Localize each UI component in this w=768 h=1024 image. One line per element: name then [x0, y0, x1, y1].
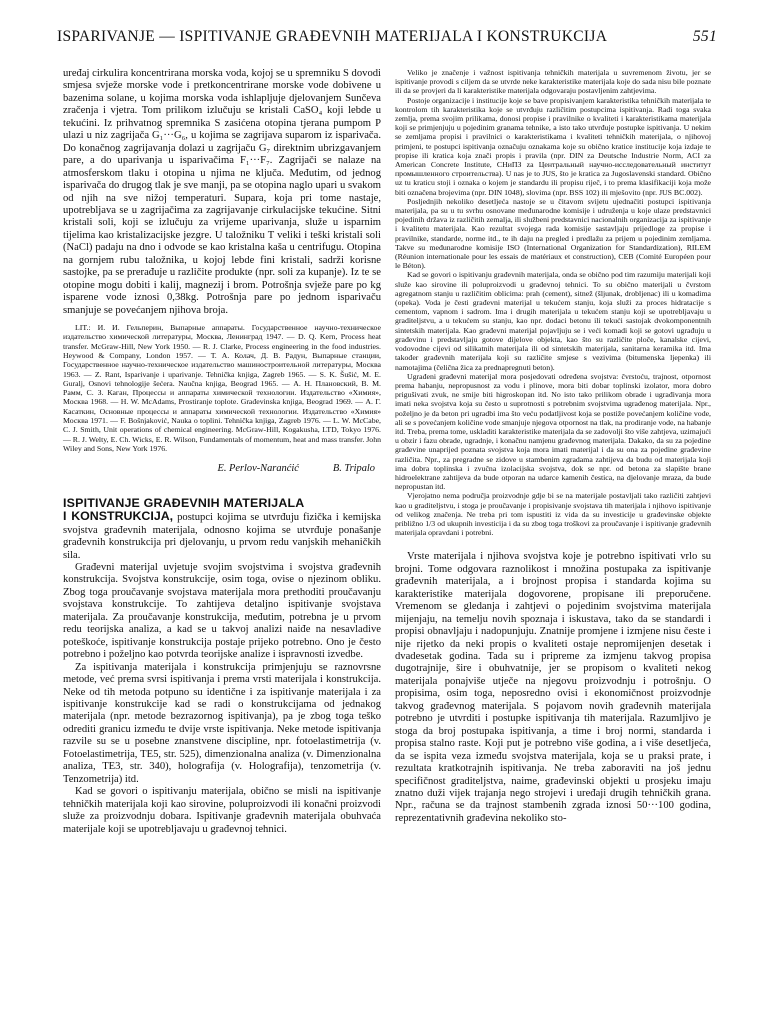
small-paragraph-3: Posljednjih nekoliko desetljeća nastoje se u čitavom svijetu ujednačiti postupci ispitivanja materijala, pa su u tu svrhu osnovane međunarodne komisije i udruženja u koje ulaze predstavnici pojedinih država iz različitih zemalja, ili službeni predstavnici nacionalnih organizacija za ispitivanje i kvalitetu materijala. Kao rezultat svojega rada komisije sastavljaju prijedloge za propise i pravilnike, standarde, norme itd., te ih daju na pregled i predlažu za prijem u pojedinim zemljama. Takve su međunarodne komisije ISO (International Organization for Standardization), RILEM (Réunion internationale pour les essais de matériaux et construction), CEB (Comité Européen pour le Béton).: [395, 196, 711, 271]
paragraph-testing-methods: Za ispitivanja materijala i konstrukcija primjenjuju se raznovrsne metode, već prema svrsi ispitivanja i prema vrsti materijala i konstrukcija. Neke od tih metoda potpuno su identične i za ispitivanje materijala i za ispitivanje konstrukcije kad se radi o konstrukcijama od jednakog materijala (npr. metode bezrazornog ispitivanja), pa je zbog toga teško odrediti granicu između te dvije vrste ispitivanja. Neke metode ispitivanja razvile su se u posebne znanstvene discipline, npr. fotoelastimetrija (v. Fotoelastimetrija, TE5, str. 525), dimenzionalna analiza (v. Dimenzionalna analiza, TE3, str. 340), holografija (v. Holografija), tenzometrija (v. Tenzometrija) itd.: [63, 661, 381, 785]
small-paragraph-2: Postoje organizacije i institucije koje se bave propisivanjem karakteristika tehničkih materijala te kontrolom tih karakteristika koje se utvrđuju različitim postupcima ispitivanja. Radi toga svaka zemlja, prema svojim prilikama, donosi propise i pravilnike o kvaliteti i karakteristikama materijala koji se primjenjuju u pojedinim granama tehnike, a isto tako utvrđuje postupke ispitivanja. U nekim se zemljama propisi i pravilnici o karakteristikama i kvaliteti tehničkih materijala, o njihovoj primjeni, te postupci ispitivanja označuju oznakama koje su obično kratice institucije koja izdaje te propise ili kratica koja znači propis i pravila (npr. DIN za Deutsche Industrie Norm, ACI za American Concrete Institute, СНиПЗ za Центральный научно-исследовательный институт промышленного строительства). U nas je to JUS, što je kratica za Jugoslavenski standard. Obično uz tu kraticu stoji i oznaka o kojem je standardu ili propisu riječ, i to prema klasifikaciji koja može biti označena brojevima (npr. DIN 1048), slovima (npr. BSS 102) ili mješovito (npr. JUS BC.002).: [395, 95, 711, 197]
small-paragraph-1: Veliko je značenje i važnost ispitivanja tehničkih materijala u suvremenom životu, jer se ispitivanje provodi s ciljem da se utvrde neke karakteristike materijala koje do sada nisu bile poznate ili da se provjeri da li karakteristike materijala odgovaraju postavljenim zahtjevima.: [395, 68, 711, 96]
literature-list: LIT.: И. И. Гельперин, Выпарные аппараты. Государственное научно-техническое издательство химической литературы, Москва, Ленинград 1947. — D. Q. Kern, Process heat transfer. McGraw-Hill, New York 1950. — R. J. Clarke, Process engineering in the food industries. Heywood & Company, London 1957. — Т. А. Колач, Д. В. Радун, Выпарные станции, Государственное научно-техническое издательство машиностроительной литературы, Москва 1963. — Z. Rant, Isparivanje i uparivanje. Tehnička knjiga, Zagreb 1965. — S. K. Šušić, M. E. Guralj, Osnovi tehnologije šećera. Naučna knjiga, Beograd 1965. — А. Н. Плановский, В. М. Рамм, С. З. Каган, Процессы и аппараты химической технологии. Издательство «Химия», Москва 1968. — H. W. McAdams, Prostiranje toplote. Građevinska knjiga, Beograd 1969. — А. Г. Касаткин, Основные процессы и аппараты химической технологии. Издательство «Химия» Москва 1971. — F. Bošnjaković, Nauka o toplini. Tehnička knjiga, Zagreb 1976. — L. W. McCabe, C. J. Smith, Unit operations of chemical engineering. McGraw-Hill, Kogakusha, LTD, Tokyo 1976. — R. J. Welty, E. Ch. Wicks, E. R. Wilson, Fundamentals of momentum, heat and mass transfer. John Wiley and Sons, New York 1976.: [63, 323, 381, 453]
small-paragraph-4: Kad se govori o ispitivanju građevnih materijala, onda se obično pod tim razumiju materijali koji služe kao sirovine ili poluproizvodi u građevnoj tehnici. To su obično materijali u čvrstom agregatnom stanju u različitim oblicima: prah (cement), sitnež (šljunak, drobljenac) ili u komadima (opeka). Voda je česti građevni materijal u tekućem stanju, koja služi za proces hidratacije s cementom, vapnom i sadrom. Ima i drugih materijala u tekućem stanju koji se upotrebljavaju u graditeljstvu, a u tekućem su stanju, kao npr. dodaci betonu ili tekući sastojak dvokomponentnih sintetskih materijala. Kao građevni materijal pojavljuju se i veći komadi koji se gotovi ugrađuju u građevinu i predstavljaju gotove dijelove objekta, kao što su različite ploče, kanalske cijevi, vodovodne cijevi od silikatnih materijala ili od sintetskih materijala, sanitarna keramika itd. Ima također građevnih materijala koji su različite smjese s vezivima (bitumenska ljepenka) ili namotajima (čelična žica za prednapregnuti beton).: [395, 270, 711, 372]
authors-line: [63, 463, 375, 474]
page-number: 551: [692, 28, 717, 45]
section-gap: [395, 537, 711, 551]
section-intro-paragraph: [63, 510, 381, 562]
author-1: E. Perlov-Naranćić: [217, 463, 299, 475]
paragraph-materials-properties: Građevni materijal uvjetuje svojim svojstvima i svojstva građevnih konstrukcija. Svojstva konstrukcije, osim toga, ovise o njezinom obliku. Zbog toga proučavanje svojstava materijala mora prethoditi proučavanju svojstava konstrukcije. To zahtijeva detaljno ispitivanje svojstava materijala. Za proučavanje konstrukcija, međutim, potrebna je u prvom redu teorijska analiza, a kad se u takvoj analizi naiđe na nesavladive poteškoće, ispitivanje konstrukcija postaje prijeko potrebno. Ono je često potrebno i poželjno kao potvrda teorijske analize i ispravnosti izvedbe.: [63, 562, 381, 661]
right-column: [395, 68, 711, 825]
small-paragraph-6: Vjerojatno nema područja proizvodnje gdje bi se na materijale postavljali tako različiti zahtjevi kao u graditeljstvu, i stoga je proučavanje i propisivanje svojstava tih materijala i njihovo ispitivanje od velikog značenja. Ne treba pri tom ispustiti iz vida da su investicije u građevinske objekte približno 1/3 od ukupnih investicija i da su zbog toga troškovi za proučavanje i ispitivanje građevnih materijala opravdani i potrebni.: [395, 491, 711, 538]
author-2: B. Tripalo: [332, 463, 375, 475]
running-header: [57, 28, 717, 46]
section-intro-text: postupci kojima se utvrđuju fizička i kemijska svojstva građevnih materijala, odnosno kojima se utvrđuje ponašanje građevnih konstrukcija pri djelovanju, u prvom redu vanjskih mehaničkih sila.: [63, 512, 381, 561]
header-title: ISPARIVANJE — ISPITIVANJE GRAĐEVNIH MATERIJALA I KONSTRUKCIJA: [57, 28, 608, 45]
small-paragraph-5: Ugrađeni građevni materijal mora posjedovati određena svojstva: čvrstoću, trajnost, otpornost prema habanju, nepropusnost za vodu i plinove, mora biti dobar toplinski izolator, mora dobro prigušivati zvuk, ne smije biti higroskopan itd. No isto tako prilikom obrade i ugrađivanja mora imati neka svojstva koja su često u suprotnosti s potrebnim svojstvima ugrađenog materijala. Npr., poželjno je da beton pri ugradbi ima što veću podatljivost koja se postiže povećanjem količine vode, ali se s povećanjem količine vode smanjuje njegova otpornost na tlak, na prodiranje vode, na habanje itd. Treba, prema tome, uskladiti karakteristike materijala da se zadovolji što više zahtjeva, uzimajući u obzir i fazu obrade, ugradnje, i konačnu namjenu građevnog materijala. Dakako, da su za pojedine građevine unaprijed poznata svojstva koja mora imati materijal i da su ona za pojedine građevine različita. Npr., za pregradne se zidove u stambenim zgradama zahtijeva da budu od materijala koji ima dobra toplinska i zvučna izolacijska svojstva, dok se npr. od betona za slapište brane hidroelektrane zahtijeva da bude otporan na udarce kamenih čestica, na djelovanje mraza, da bude nepropustan itd.: [395, 371, 711, 492]
left-column: [63, 68, 381, 836]
section-title: ISPITIVANJE GRAĐEVNIH MATERIJALA: [63, 496, 305, 511]
paragraph-material-types: Vrste materijala i njihova svojstva koje je potrebno ispitivati vrlo su brojni. Tome odgovara raznolikost i množina postupaka za ispitivanje građevnih materijala, a i brojnost propisa i standarda kojima su karakteristike materijala dogovorene, propisane ili preporučene. Vremenom se gledanja i zahtjevi o pojedinim svojstvima materijala mijenjaju, na temelju novih spoznaja i iskustava, tako da se standardi i propisi obnavljaju i nadopunjuju. Znatnije promjene i izmjene nisu česte i nije rijetko da neki propis o kvaliteti ostaje nepromijenjen desetak i dvadesetak godina. Tada su i pripreme za izmjenu takvog propisa dugotrajnije, šire i obuhvatnije, jer se propisom o kvaliteti nekog materijala ponajviše utječe na njegovu proizvodnju i potrošnju. O propisima, osim toga, neposredno ovisi i ekonomičnost proizvodnje takvog građevnog materijala. S pojavom novih građevnih materijala potrebno je utvrditi i postupke ispitivanja tih materijala. Razumljivo je stoga da broj postupaka ispitivanja, a time i broj normi, standarda i propisa stalno raste. Koji put je potrebno više godina, a i više desetljeća, da se ispita veza između svojstva materijala, koja se u praksi prate, i rezultata kratkotrajnih ispitivanja. Ne treba zaboraviti na još jednu specifičnost graditeljstva, naime, građevinski objekti u prosjeku imaju znatno duži vijek trajanja nego strojevi i uređaji drugih tehničkih grana. Npr., računa se da trajnost stambenih zgrada iznosi 50···100 godina, reprezentativnih građevina nekoliko sto-: [395, 551, 711, 824]
intro-paragraph: uređaj cirkulira koncentrirana morska voda, kojoj se u spremniku S dovodi smjesa svježe morske vode i pretkoncentrirane morske vode dobivene u bazenima solane, u kojima morska voda ishlapljuje djelovanjem Sunčeva zračenja i vjetra. Tom prilikom izlučuju se kristali CaSO₄ koji lebde u tekućini. Iz prihvatnog spremnika S zasićena otopina tjerana pumpom P ulazi u niz zagrijača G₁···G₆, u kojima se zagrijava suparom iz isparivača. Do konačnog zagrijavanja dolazi u zagrijaču G₇ direktnim ubrizgavanjem pare, a do uparivanja u isparivačima F₁···F₇. Zagrijači se nalaze na atmosferskom tlaku i otopina u njima ne ključa. Međutim, od jednog isparivača do drugog tlak je sve manji, pa se otopina naglo upari u svakom od njih na sve nižoj temperaturi. Supara, koja pri tome nastaje, upotrebljava se u zagrijačima za zagrijavanje cirkulacijske tekućine. Sitni kristali soli, koji se izlučuju za vrijeme uparivanja, služe u isparnim tijelima kao kristalizacijske jezgre. U taložniku T veliki i teški kristali soli (NaCl) padaju na dno i odvode se kao kristalna kaša u centrifugu. Otopina na gornjem rubu taložnika, u kojoj lebde fini kristali, sadrži korisne sastojke, pa se prerađuje u različite produkte (npr. soli za kupanje). Iz te se otopine mogu dobiti i kalij, magnezij i brom. Potrošnja svježe pare po kg isparene vode iznosi 0,38kg. Potrošnja pare po jednom isparivaču smanjuje se povećanjem njihova broja.: [63, 68, 381, 316]
paragraph-material-testing: Kad se govori o ispitivanju materijala, obično se misli na ispitivanje tehničkih materijala koji kao sirovine, poluproizvodi ili konačni proizvodi služe za proizvodnju dobara. Ispitivanje građevnih materijala obuhvaća materijale koji se upotrebljavaju u građevnoj tehnici.: [63, 786, 381, 835]
section-title-continued: I KONSTRUKCIJA,: [63, 509, 174, 524]
